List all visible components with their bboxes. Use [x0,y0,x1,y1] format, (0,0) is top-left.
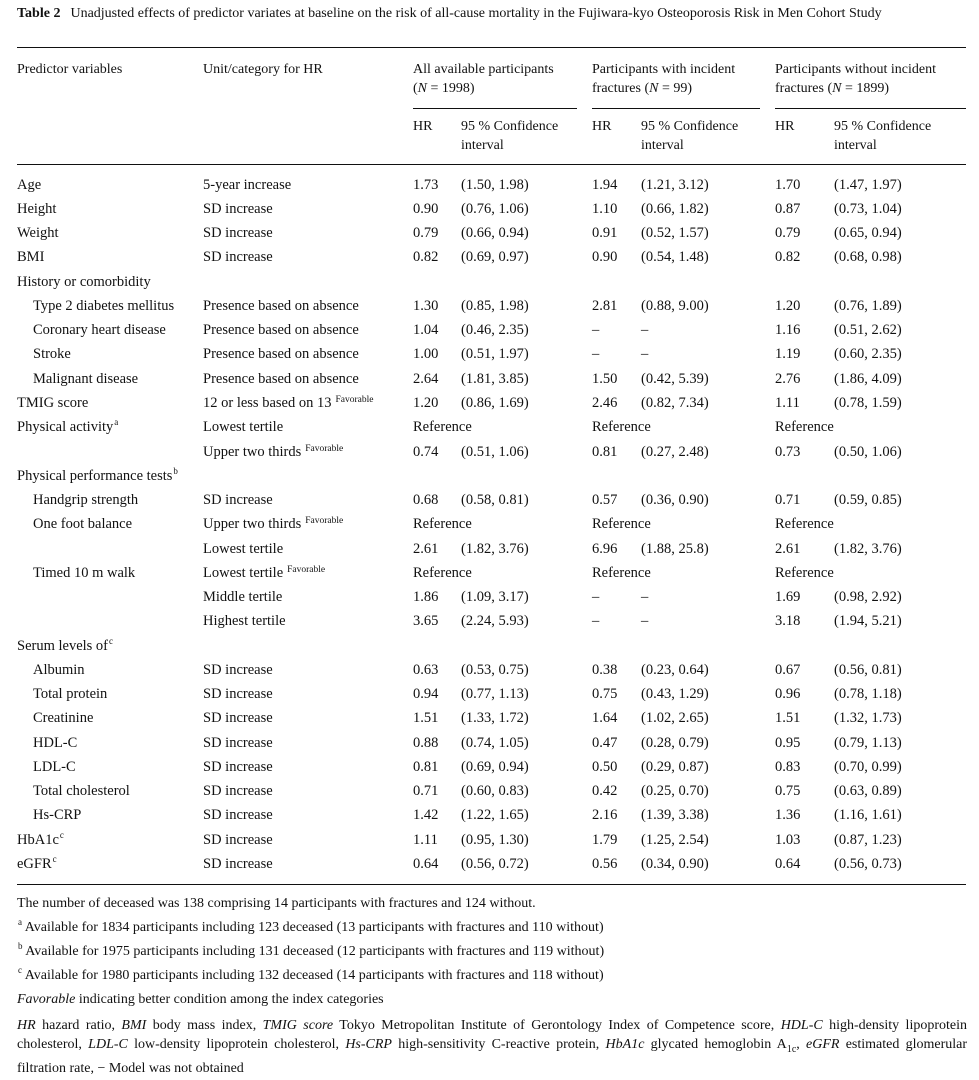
hr-value: 1.51 [413,710,439,726]
ci-value: (0.85, 1.98) [461,298,529,314]
ci-value: (0.56, 0.81) [834,662,902,678]
ci-value: (0.51, 1.06) [461,444,529,460]
hr-value: 0.75 [775,783,801,799]
row-label: Age [17,177,42,193]
row-unit: SD increase [203,807,273,823]
ci-value: (1.16, 1.61) [834,807,902,823]
hr-value: 3.18 [775,613,801,629]
row-label: LDL-C [33,759,76,775]
ci-value: (1.82, 3.76) [834,541,902,557]
hr-value: 1.69 [775,589,801,605]
header-ci: 95 % Confidence interval [461,119,559,153]
row-unit: SD increase [203,759,273,775]
hr-value: 1.94 [592,177,618,193]
hr-value: 0.42 [592,783,618,799]
header-group-with-fractures: Participants with incident fractures (N = 99) [592,62,736,96]
hr-value: 1.70 [775,177,801,193]
hr-value: 0.87 [775,201,801,217]
footnote-c: $^c$ Available for 1980 participants including 132 deceased (14 participants with fractures and 118 without) [18,965,604,983]
ci-value: (0.56, 0.73) [834,856,902,872]
row-label: Stroke [33,346,71,362]
group-rule-all [413,108,577,109]
ci-value: (1.02, 2.65) [641,710,709,726]
ci-value: (0.87, 1.23) [834,832,902,848]
row-label: Hs-CRP [33,807,82,823]
row-unit: 12 or less based on 13 $^{Favorable}$ [203,395,374,411]
hr-value: 2.61 [413,541,439,557]
ci-value: (0.23, 0.64) [641,662,709,678]
ci-value: (0.74, 1.05) [461,735,529,751]
group-rule-without [775,108,966,109]
ci-value: (0.53, 0.75) [461,662,529,678]
row-unit: SD increase [203,201,273,217]
row-unit: Presence based on absence [203,322,359,338]
ci-value: (1.81, 3.85) [461,371,529,387]
footnote-mark: c [59,830,64,840]
ci-value: – [641,613,649,629]
hr-value: 1.20 [413,395,439,411]
row-unit: Upper two thirds $^{Favorable}$ [203,444,344,460]
row-label: Handgrip strength [33,492,139,508]
hr-value: 1.04 [413,322,439,338]
ci-value: (0.76, 1.89) [834,298,902,314]
footnote-b: $^b$ Available for 1975 participants including 131 deceased (12 participants with fractures and 119 without) [18,941,605,959]
hr-value: 1.20 [775,298,801,314]
ci-value: (1.82, 3.76) [461,541,529,557]
hr-value: 0.82 [413,249,439,265]
hr-value: Reference [592,516,651,532]
table-title: Unadjusted effects of predictor variates at baseline on the risk of all-cause mortality in the Fujiwara-kyo Osteoporosis Risk in Men Cohort Study [70,6,882,21]
hr-value: – [592,613,600,629]
hr-value: 1.11 [775,395,800,411]
row-unit: SD increase [203,249,273,265]
ci-value: (1.47, 1.97) [834,177,902,193]
header-hr: HR [775,119,795,134]
ci-value: (0.88, 9.00) [641,298,709,314]
hr-value: 1.16 [775,322,801,338]
ci-value: (1.21, 3.12) [641,177,709,193]
hr-value: 0.82 [775,249,801,265]
ci-value: (1.33, 1.72) [461,710,529,726]
hr-value: 0.64 [775,856,801,872]
row-label: Total protein [33,686,108,702]
row-label: Physical performance tests$^b$ [17,466,178,484]
hr-value: 1.10 [592,201,618,217]
ci-value: (0.86, 1.69) [461,395,529,411]
hr-value: 2.76 [775,371,801,387]
footnote-deceased: The number of deceased was 138 comprising 14 participants with fractures and 124 without. [17,896,536,911]
ci-value: – [641,322,649,338]
table-label: Table 2 [17,6,61,21]
hr-value: – [592,589,600,605]
favorable-mark: Favorable [305,444,344,454]
row-label: BMI [17,249,45,265]
row-label: Total cholesterol [33,783,130,799]
ci-value: (0.46, 2.35) [461,322,529,338]
ci-value: (2.24, 5.93) [461,613,529,629]
row-label: Height [17,201,57,217]
row-label: Timed 10 m walk [33,565,136,581]
hr-value: 0.79 [775,225,801,241]
row-unit: Lowest tertile [203,541,284,557]
row-label: One foot balance [33,516,133,532]
footnote-favorable: Favorable indicating better condition among the index categories [17,992,384,1007]
ci-value: (1.09, 3.17) [461,589,529,605]
favorable-mark: Favorable [335,395,374,405]
footnote-mark: a [114,417,119,427]
hr-value: 1.03 [775,832,801,848]
row-unit: SD increase [203,735,273,751]
ci-value: (0.66, 0.94) [461,225,529,241]
ci-value: (0.51, 1.97) [461,346,529,362]
hr-value: 0.56 [592,856,618,872]
ci-value: (0.69, 0.97) [461,249,529,265]
ci-value: (0.65, 0.94) [834,225,902,241]
row-unit: SD increase [203,686,273,702]
ci-value: (1.25, 2.54) [641,832,709,848]
row-label: Malignant disease [33,371,139,387]
ci-value: (0.76, 1.06) [461,201,529,217]
footnote-mark: b [173,466,178,476]
ci-value: – [641,589,649,605]
row-unit: Highest tertile [203,613,286,629]
table-caption [17,4,967,23]
ci-value: (0.78, 1.59) [834,395,902,411]
hr-value: 0.57 [592,492,618,508]
hr-value: 1.73 [413,177,439,193]
row-unit: Lowest tertile $^{Favorable}$ [203,565,326,581]
hr-value: 2.81 [592,298,618,314]
hr-value: 0.73 [775,444,801,460]
hr-value: 1.50 [592,371,618,387]
hr-value: 0.75 [592,686,618,702]
hr-value: 1.42 [413,807,439,823]
row-unit: 5-year increase [203,177,292,193]
hr-value: 2.16 [592,807,618,823]
hr-value: 0.50 [592,759,618,775]
ci-value: (0.52, 1.57) [641,225,709,241]
hr-value: Reference [775,516,834,532]
hr-value: 1.79 [592,832,618,848]
ci-value: (0.60, 0.83) [461,783,529,799]
header-hr: HR [413,119,433,134]
hr-value: Reference [413,516,472,532]
group-rule-with [592,108,760,109]
hr-value: 0.71 [413,783,439,799]
ci-value: (0.42, 5.39) [641,371,709,387]
footnote-mark: c [52,854,57,864]
hr-value: 0.71 [775,492,801,508]
hr-value: 0.95 [775,735,801,751]
ci-value: (0.66, 1.82) [641,201,709,217]
ci-value: (0.51, 2.62) [834,322,902,338]
header-bottom-rule [17,164,966,165]
hr-value: 1.11 [413,832,438,848]
ci-value: (0.73, 1.04) [834,201,902,217]
ci-value: (0.78, 1.18) [834,686,902,702]
ci-value: (0.68, 0.98) [834,249,902,265]
ci-value: (0.34, 0.90) [641,856,709,872]
row-label: Serum levels $of^c$ [17,636,114,654]
hr-value: 0.47 [592,735,618,751]
row-label: Albumin [33,662,85,678]
ci-value: (0.69, 0.94) [461,759,529,775]
ci-value: (0.27, 2.48) [641,444,709,460]
row-label: TMIG score [17,395,89,411]
row-unit: SD increase [203,783,273,799]
hr-value: 0.90 [413,201,439,217]
row-unit: Presence based on absence [203,346,359,362]
ci-value: (0.59, 0.85) [834,492,902,508]
ci-value: (0.56, 0.72) [461,856,529,872]
hr-value: 0.81 [413,759,439,775]
row-unit: Upper two thirds $^{Favorable}$ [203,516,344,532]
ci-value: (0.95, 1.30) [461,832,529,848]
hr-value: 1.36 [775,807,801,823]
hr-value: 1.51 [775,710,801,726]
hr-value: 1.86 [413,589,439,605]
row-unit: SD increase [203,832,273,848]
ci-value: (1.86, 4.09) [834,371,902,387]
hr-value: 1.64 [592,710,618,726]
ci-value: (0.98, 2.92) [834,589,902,605]
footnote-mark: c [109,636,114,646]
hr-value: 6.96 [592,541,618,557]
header-group-all: All available participants (N = 1998) [413,62,554,96]
ci-value: (1.88, 25.8) [641,541,709,557]
hr-value: 3.65 [413,613,439,629]
row-label: Coronary heart disease [33,322,166,338]
ci-value: (1.50, 1.98) [461,177,529,193]
row-unit: Presence based on absence [203,371,359,387]
ci-value: (1.94, 5.21) [834,613,902,629]
row-unit: Middle tertile [203,589,283,605]
footnote-abbreviations: HR hazard ratio, BMI body mass index, TMIG score Tokyo Metropolitan Institute of Gerontology Index of Competence score, HDL-C high-density lipoprotein cholesterol, LDL-C low-density lipoprotein cholesterol, Hs-CRP high-sensitivity C-reactive protein, HbA1c glycated hemoglobin $A_{1c}$, eGFR estimated glomerular filtration rate, − Model was not obtained [17,1018,968,1076]
hr-value: – [592,322,600,338]
header-unit: Unit/category for HR [203,62,323,77]
hr-value: 1.00 [413,346,439,362]
ci-value: (0.25, 0.70) [641,783,709,799]
hr-value: Reference [413,565,472,581]
hr-value: 0.64 [413,856,439,872]
hr-value: Reference [775,565,834,581]
row-label: HDL-C [33,735,78,751]
ci-value: (0.28, 0.79) [641,735,709,751]
row-label: History or comorbidity [17,274,151,290]
header-hr: HR [592,119,612,134]
row-unit: SD increase [203,662,273,678]
hr-value: 0.90 [592,249,618,265]
hr-value: 1.19 [775,346,801,362]
row-label: Creatinine [33,710,94,726]
hr-value: 1.30 [413,298,439,314]
ci-value: (0.82, 7.34) [641,395,709,411]
hr-value: 0.67 [775,662,801,678]
ci-value: (1.32, 1.73) [834,710,902,726]
ci-value: (0.29, 0.87) [641,759,709,775]
row-label: Weight [17,225,59,241]
ci-value: (0.50, 1.06) [834,444,902,460]
ci-value: (0.36, 0.90) [641,492,709,508]
row-label: $HbA1c^c$ [17,830,64,848]
row-label: Physical activity$^a$ [17,417,119,435]
favorable-mark: Favorable [305,516,344,526]
favorable-mark: Favorable [287,565,326,575]
ci-value: (0.79, 1.13) [834,735,902,751]
hr-value: Reference [413,419,472,435]
hr-value: 0.79 [413,225,439,241]
ci-value: – [641,346,649,362]
hr-value: 2.64 [413,371,439,387]
ci-value: (0.70, 0.99) [834,759,902,775]
hr-value: 0.81 [592,444,618,460]
ci-value: (1.39, 3.38) [641,807,709,823]
hr-value: 0.94 [413,686,439,702]
hr-value: Reference [592,419,651,435]
hr-value: 2.61 [775,541,801,557]
row-unit: SD increase [203,225,273,241]
top-rule [17,47,966,48]
header-group-without-fractures: Participants without incident fractures (N = 1899) [775,62,936,96]
hr-value: Reference [775,419,834,435]
hr-value: 0.91 [592,225,618,241]
ci-value: (0.54, 1.48) [641,249,709,265]
hr-value: 0.96 [775,686,801,702]
bottom-rule [17,884,966,885]
header-ci: 95 % Confidence interval [834,119,932,153]
header-ci: 95 % Confidence interval [641,119,739,153]
row-label: eGFR$^c$ [17,854,57,872]
hr-value: Reference [592,565,651,581]
row-unit: SD increase [203,856,273,872]
hr-value: 0.88 [413,735,439,751]
row-unit: Lowest tertile [203,419,284,435]
ci-value: (0.77, 1.13) [461,686,529,702]
ci-value: (0.63, 0.89) [834,783,902,799]
row-unit: SD increase [203,492,273,508]
hr-value: 0.83 [775,759,801,775]
row-label: Type 2 diabetes mellitus [33,298,175,314]
hr-value: 0.38 [592,662,618,678]
ci-value: (0.60, 2.35) [834,346,902,362]
hr-value: 0.63 [413,662,439,678]
header-predictor: Predictor variables [17,62,123,77]
hr-value: 2.46 [592,395,618,411]
ci-value: (0.58, 0.81) [461,492,529,508]
row-unit: SD increase [203,710,273,726]
ci-value: (1.22, 1.65) [461,807,529,823]
hr-value: – [592,346,600,362]
hr-value: 0.74 [413,444,439,460]
row-unit: Presence based on absence [203,298,359,314]
ci-value: (0.43, 1.29) [641,686,709,702]
hr-value: 0.68 [413,492,439,508]
footnote-a: $^a$ Available for 1834 participants including 123 deceased (13 participants with fractures and 110 without) [18,917,604,935]
